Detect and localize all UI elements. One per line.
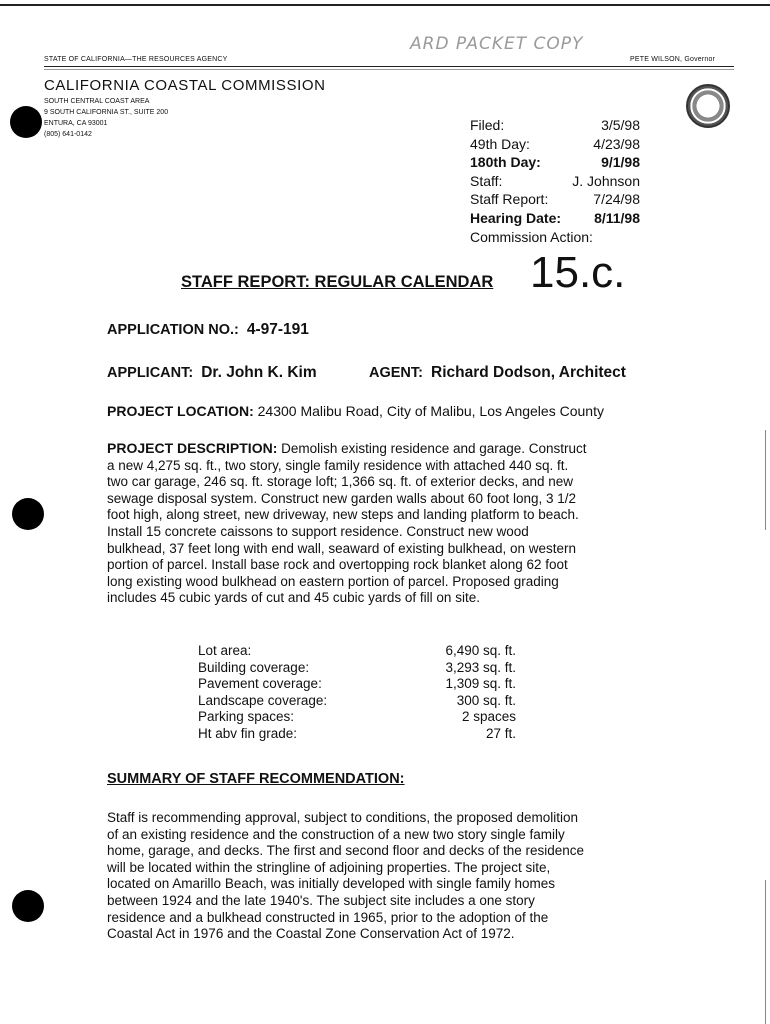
stat-label: Building coverage: — [198, 659, 310, 675]
stat-label: Pavement coverage: — [198, 676, 322, 692]
description-line — [107, 440, 652, 458]
stat-value: 6,490 sq. ft. — [445, 643, 516, 658]
project-statistics — [198, 643, 528, 743]
filing-label: 49th Day: — [470, 135, 530, 152]
agent-line — [369, 364, 626, 382]
agent-name: Richard Dodson, Architect — [431, 364, 626, 381]
stat-row — [198, 726, 528, 743]
summary-line: between 1924 and the late 1940's. The subject site includes a one story — [107, 892, 535, 908]
stat-row — [198, 693, 528, 710]
filing-row — [470, 209, 640, 228]
packet-copy-stamp: ARD PACKET COPY — [410, 34, 584, 54]
address-line: ENTURA, CA 93001 — [44, 120, 108, 127]
summary-line: Coastal Act in 1976 and the Coastal Zone Conservation Act of 1972. — [107, 926, 515, 942]
filing-label: Commission Action: — [470, 228, 593, 245]
stat-row — [198, 709, 528, 726]
summary-line: residence and a bulkhead constructed in 1965, prior to the adoption of the — [107, 909, 549, 925]
punch-hole-icon — [12, 498, 44, 530]
description-line: bulkhead, 37 feet long with end wall, seaward of existing bulkhead, on western — [107, 540, 577, 556]
location-value: 24300 Malibu Road, City of Malibu, Los Angeles County — [257, 403, 604, 419]
header-rule-secondary — [44, 69, 734, 70]
filing-value: 7/24/98 — [593, 191, 640, 208]
stat-value: 300 sq. ft. — [456, 692, 516, 708]
project-description — [107, 440, 652, 607]
description-label: PROJECT DESCRIPTION: — [107, 440, 278, 456]
stat-value: 3,293 sq. ft. — [445, 659, 516, 675]
summary-heading: SUMMARY OF STAFF RECOMMENDATION: — [107, 771, 405, 787]
filing-row — [470, 135, 640, 154]
description-line: includes 45 cubic yards of cut and 45 cubic yards of fill on site. — [107, 590, 480, 606]
filing-label: Staff Report: — [470, 191, 549, 208]
punch-hole-icon — [10, 106, 42, 138]
filing-row — [470, 116, 640, 135]
address-line: SOUTH CENTRAL COAST AREA — [44, 98, 150, 105]
governor-line: PETE WILSON, Governor — [630, 56, 716, 63]
filing-value: 3/5/98 — [601, 117, 640, 133]
summary-line: home, garage, and decks. The first and second floor and decks of the residence — [107, 843, 585, 859]
stat-label: Parking spaces: — [198, 709, 295, 725]
filing-value: 8/11/98 — [594, 209, 640, 226]
stat-value: 1,309 sq. ft. — [445, 676, 516, 692]
address-line: (805) 641-0142 — [44, 131, 92, 138]
location-label: PROJECT LOCATION: — [107, 403, 254, 419]
description-text: Demolish existing residence and garage. Construct — [281, 441, 587, 456]
application-label: APPLICATION NO.: — [107, 322, 239, 338]
top-border-rule — [0, 4, 770, 6]
header-rule — [44, 66, 734, 67]
stat-row — [198, 676, 528, 693]
filing-row — [470, 228, 640, 247]
agent-label: AGENT: — [369, 365, 423, 381]
filing-row — [470, 190, 640, 209]
description-line: two car garage, 246 sq. ft. storage loft; 1,366 sq. ft. of exterior decks, and new — [107, 474, 574, 490]
stat-label: Landscape coverage: — [198, 692, 328, 708]
filing-value: 4/23/98 — [593, 135, 640, 152]
summary-line: of an existing residence and the construction of a new two story single family — [107, 826, 565, 842]
applicant-name: Dr. John K. Kim — [201, 364, 317, 381]
filing-label: Filed: — [470, 117, 505, 133]
filing-row — [470, 172, 640, 191]
stat-row — [198, 643, 528, 660]
description-line: Install 15 concrete caissons to support residence. Construct new wood — [107, 523, 529, 539]
summary-line: Staff is recommending approval, subject to conditions, the proposed demolition — [107, 810, 579, 825]
applicant-label: APPLICANT: — [107, 365, 194, 381]
description-line: long existing wood bulkhead on eastern portion of parcel. Proposed grading — [107, 573, 559, 589]
project-location — [107, 403, 604, 419]
applicant-line — [107, 364, 317, 382]
filing-row — [470, 153, 640, 172]
punch-hole-icon — [12, 890, 44, 922]
summary-line: located on Amarillo Beach, was initially developed with single family homes — [107, 876, 555, 892]
application-number: 4-97-191 — [246, 321, 309, 338]
description-line: sewage disposal system. Construct new garden walls about 60 foot long, 3 1/2 — [107, 490, 577, 506]
summary-line: will be located within the stringline of adjoining properties. The project site, — [107, 859, 551, 875]
state-seal-icon — [686, 84, 730, 128]
filing-value: J. Johnson — [572, 172, 640, 189]
address-line: 9 SOUTH CALIFORNIA ST., SUITE 200 — [44, 109, 169, 116]
report-title: STAFF REPORT: REGULAR CALENDAR — [181, 273, 494, 291]
scan-edge-line — [765, 430, 766, 530]
stat-value: 27 ft. — [485, 725, 516, 741]
filing-info-block — [470, 116, 640, 246]
calendar-item-number: 15.c. — [530, 248, 626, 297]
stat-label: Lot area: — [198, 643, 252, 658]
filing-label: Hearing Date: — [470, 209, 562, 226]
commission-name: CALIFORNIA COASTAL COMMISSION — [44, 77, 326, 94]
filing-value: 9/1/98 — [601, 154, 640, 171]
summary-text — [107, 810, 652, 943]
description-line: portion of parcel. Install base rock and overtopping rock blanket along 62 foot — [107, 557, 568, 573]
agency-line: STATE OF CALIFORNIA—THE RESOURCES AGENCY — [44, 56, 228, 63]
filing-label: Staff: — [470, 172, 503, 189]
stat-label: Ht abv fin grade: — [198, 725, 298, 741]
stat-value: 2 spaces — [461, 709, 516, 725]
description-line: a new 4,275 sq. ft., two story, single family residence with attached 440 sq. ft. — [107, 457, 569, 473]
scan-edge-line — [765, 880, 766, 1024]
filing-label: 180th Day: — [470, 154, 541, 171]
commission-address — [44, 96, 168, 140]
description-line: foot high, along street, new driveway, new steps and landing platform to beach. — [107, 507, 579, 523]
application-line — [107, 321, 309, 339]
stat-row — [198, 660, 528, 677]
